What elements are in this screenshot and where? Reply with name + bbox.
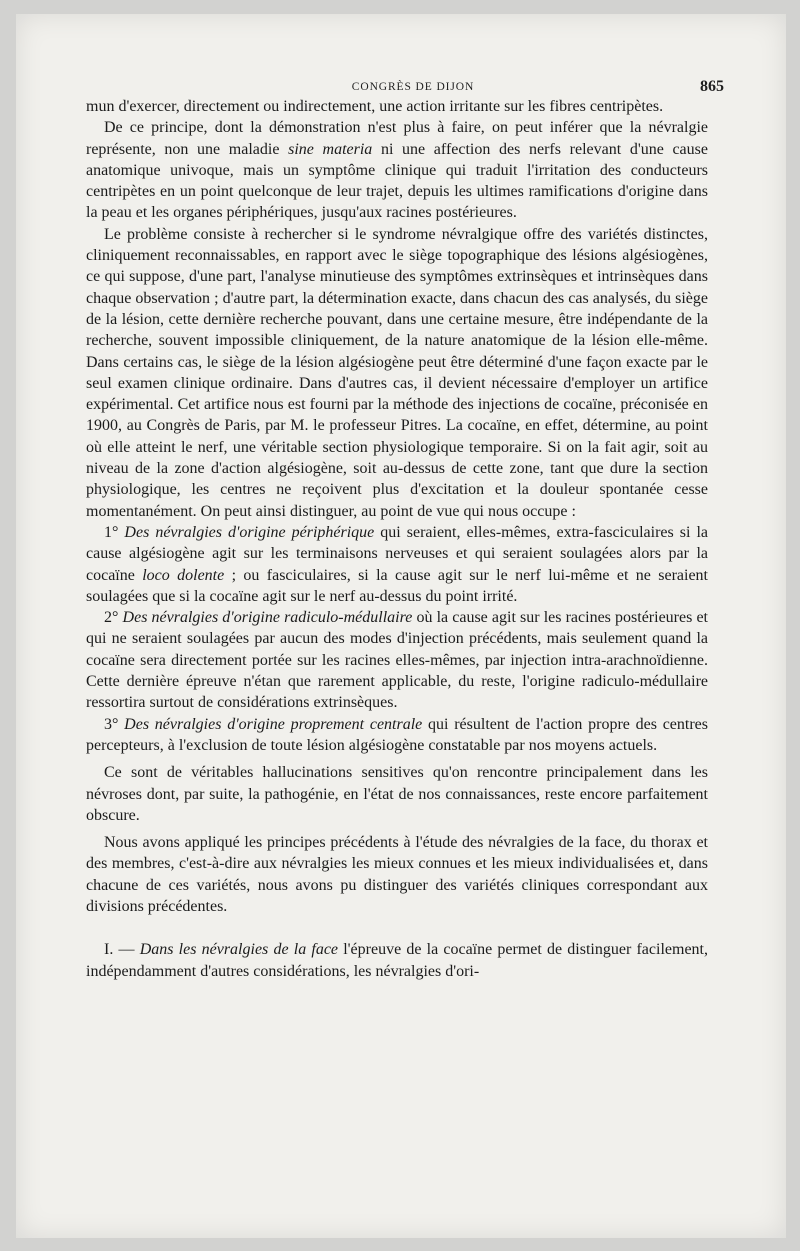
section-face bbox=[86, 939, 708, 982]
list-number: 2° bbox=[104, 609, 119, 627]
paragraph-application: Nous avons appliqué les principes précédents à l'étude des névralgies de la face, du thorax et des membres, c'est-à-dire aux névralgies les mieux connues et les mieux individualisées et, dans chacune de ces variétés, nous avons pu distinguer des variétés cliniques correspondant aux divisions précédentes. bbox=[86, 834, 708, 915]
list-item-1 bbox=[86, 522, 708, 607]
italic-term: sine materia bbox=[288, 140, 373, 158]
list-item-2 bbox=[86, 607, 708, 713]
italic-term: loco dolente bbox=[142, 566, 225, 584]
list-number: 3° bbox=[104, 715, 119, 733]
paragraph-hallucinations: Ce sont de véritables hallucinations sensitives qu'on rencontre principalement dans les névroses dont, par suite, la pathogénie, en l'état de nos connaissances, reste encore parfaitement obscure. bbox=[86, 764, 708, 824]
section-number: I. — bbox=[104, 941, 140, 959]
page-number: 865 bbox=[700, 78, 724, 95]
text-run: qui résultent de l'action propre des centres percepteurs, à l'exclusion de toute lésion algésiogène constatable par nos moyens actuels. bbox=[86, 715, 709, 754]
running-title: CONGRÈS DE DIJON bbox=[351, 81, 475, 93]
text-run: De ce principe, dont la démonstration n'est plus à faire, on peut inférer que la névralgie représente, non une maladie bbox=[86, 119, 708, 158]
paragraph-principle bbox=[86, 117, 708, 223]
list-number: 1° bbox=[104, 523, 119, 541]
text-run: ; ou fasciculaires, si la cause agit sur le nerf lui-même et ne seraient soulagées que si la cocaïne agit sur le nerf au-dessus du point irrité. bbox=[86, 566, 709, 605]
list-item-title: Des névralgies d'origine proprement centrale bbox=[124, 715, 423, 733]
section-title: Dans les névralgies de la face bbox=[139, 941, 339, 959]
text-run: qui seraient, elles-mêmes, extra-fasciculaires si la cause algésiogène agit sur les terminaisons nerveuses et qui seraient soulagées alors par la cocaïne bbox=[86, 523, 708, 584]
paragraph-problem: Le problème consiste à rechercher si le syndrome névralgique offre des variétés distinctes, cliniquement reconnaissables, en rapport avec le siège topographique des lésions algésiogènes, ce qui suppose, d'une part, l'analyse minutieuse des symptômes extrinsèques et intrinsèques dans chaque observation ; d'autre part, la détermination exacte, dans chacun des cas analysés, du siège de la lésion, cette dernière recherche pouvant, dans une certaine mesure, être indépendante de la recherche, souvent impossible cliniquement, de la nature anatomique de la lésion elle-même. Dans certains cas, le siège de la lésion algésiogène peut être déterminé d'une façon exacte par le seul examen clinique ordinaire. Dans d'autres cas, il devient nécessaire d'employer un artifice expérimental. Cet artifice nous est fourni par la méthode des injections de cocaïne, préconisée en 1900, au Congrès de Paris, par M. le professeur Pitres. La cocaïne, en effet, détermine, au point où elle atteint le nerf, une véritable section physiologique temporaire. Si on la fait agir, soit au niveau de la zone d'action algésiogène, soit au-dessus de cette zone, tant que dure la section physiologique, les centres ne reçoivent plus d'excitation et la douleur spontanée cesse momentanément. On peut ainsi distinguer, au point de vue qui nous occupe : bbox=[86, 225, 708, 520]
text-run: ni une affection des nerfs relevant d'une cause anatomique univoque, mais un symptôme clinique qui traduit l'irritation des conducteurs centripètes en un point quelconque de leur trajet, depuis les ultimes ramifications d'origine dans la peau et les organes périphériques, jusqu'aux racines postérieures. bbox=[86, 140, 708, 222]
list-item-3 bbox=[86, 714, 708, 757]
running-head bbox=[102, 78, 724, 98]
page-body bbox=[86, 96, 708, 982]
paragraph-continuation: mun d'exercer, directement ou indirectement, une action irritante sur les fibres centripètes. bbox=[86, 98, 664, 115]
text-run: l'épreuve de la cocaïne permet de distinguer facilement, indépendamment d'autres considérations, les névralgies d'ori- bbox=[86, 941, 708, 980]
text-run: où la cause agit sur les racines postérieures et qui ne seraient soulagées par aucun des modes d'injection précédents, mais seulement quand la cocaïne sera directement portée sur les racines elles-mêmes, par injection intra-arachnoïdienne. Cette dernière épreuve n'étan que rarement applicable, du reste, l'origine radiculo-médullaire ressortira surtout de considérations extrinsèques. bbox=[86, 609, 708, 712]
list-item-title: Des névralgies d'origine radiculo-médullaire bbox=[122, 609, 413, 627]
list-item-title: Des névralgies d'origine périphérique bbox=[124, 523, 375, 541]
